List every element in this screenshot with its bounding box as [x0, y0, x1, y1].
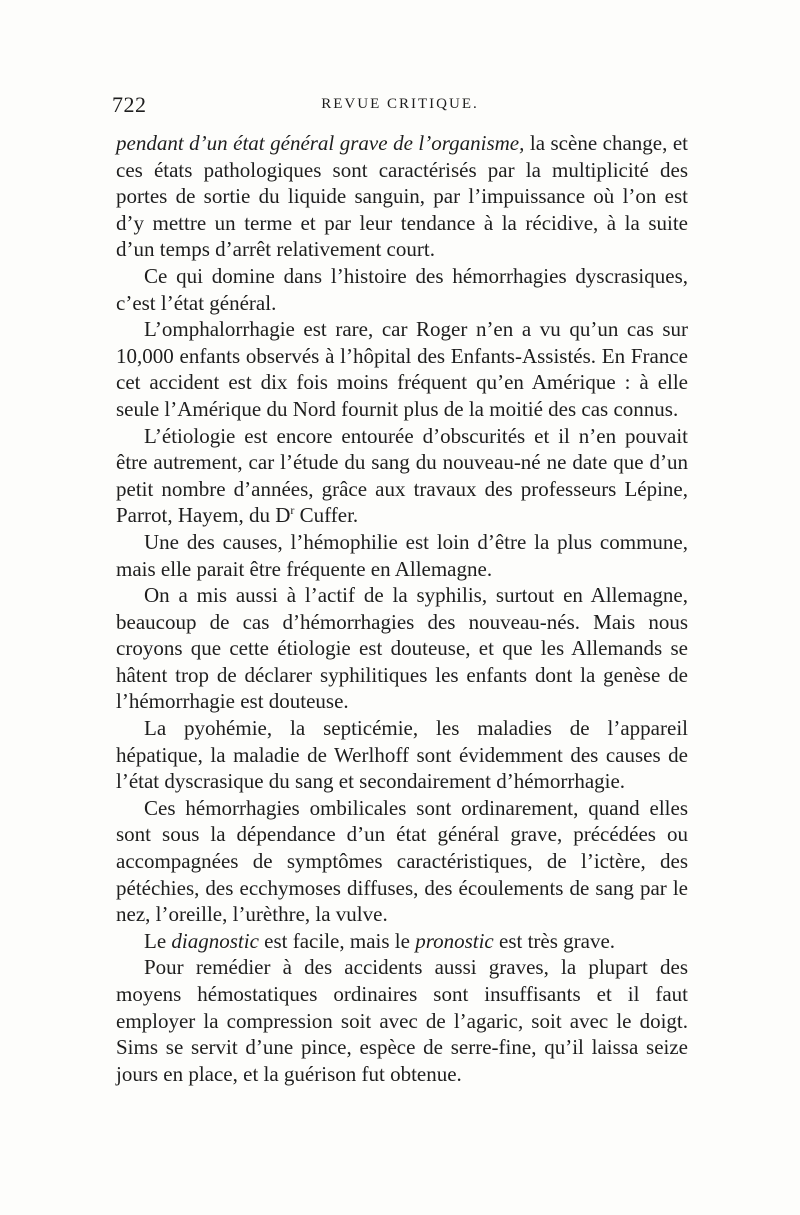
- paragraph-7: La pyohémie, la septicémie, les maladies de l’appareil hépatique, la maladie de Werlhoff sont évidemment des causes de l’état dyscrasique du sang et secondairement d’hémorrhagie.: [116, 716, 688, 794]
- paragraph-9-part1: Le: [144, 928, 172, 953]
- paragraph-2: Ce qui domine dans l’histoire des hémorrhagies dyscrasiques, c’est l’état général.: [116, 263, 688, 315]
- paragraph-3: L’omphalorrhagie est rare, car Roger n’en a vu qu’un cas sur 10,000 enfants observés à l’hôpital des Enfants-Assistés. En France cet accident est dix fois moins fréquent qu’en Amérique : à elle seule l’Amérique du Nord fournit plus de la moitié des cas connus.: [116, 317, 688, 421]
- paragraph-9-part3: est très grave.: [493, 928, 616, 953]
- page-header: [112, 92, 688, 122]
- page-number: 722: [112, 92, 147, 117]
- paragraph-9: [116, 928, 688, 955]
- italic-lead: pendant d’un état général grave de l’organisme,: [116, 131, 525, 155]
- italic-diagnostic: diagnostic: [171, 928, 259, 953]
- paragraph-10: Pour remédier à des accidents aussi graves, la plupart des moyens hémostatiques ordinaires sont insuffisants et il faut employer la compression soit avec de l’agaric, soit avec le doigt. Sims se servit d’une pince, espèce de serre-fine, qu’il laissa seize jours en place, et la guérison fut obtenue.: [116, 955, 688, 1086]
- paragraph-6: On a mis aussi à l’actif de la syphilis, surtout en Allemagne, beaucoup de cas d’hémorrhagies des nouveau-nés. Mais nous croyons que cette étiologie est douteuse, et que les Allemands se hâtent trop de déclarer syphilitiques les enfants dont la genèse de l’hémorrhagie est douteuse.: [116, 583, 688, 714]
- paragraph-1: [116, 130, 688, 263]
- paragraph-8: Ces hémorrhagies ombilicales sont ordinarement, quand elles sont sous la dépendance d’un état général grave, précédées ou accompagnées de symptômes caractéristiques, de l’ictère, des pétéchies, des ecchymoses diffuses, des écoulements de sang par le nez, l’oreille, l’urèthre, la vulve.: [116, 795, 688, 927]
- paragraph-1-text: la scène change, et ces états pathologiques sont caractérisés par la multiplicité des portes de sortie du liquide sanguin, par l’impuissance où l’on est d’y mettre un terme et par leur tendance à la récidive, à la suite d’un temps d’arrêt relativement court.: [116, 131, 688, 262]
- paragraph-5: Une des causes, l’hémophilie est loin d’être la plus commune, mais elle parait être fréquente en Allemagne.: [116, 529, 688, 581]
- paragraph-4-tail: Cuffer.: [294, 503, 359, 528]
- body-text: [116, 130, 688, 1087]
- italic-pronostic: pronostic: [415, 928, 494, 953]
- paragraph-4-text: L’étiologie est encore entourée d’obscurités et il n’en pouvait être autrement, car l’étude du sang du nouveau-né ne date que d’un petit nombre d’années, grâce aux travaux des professeurs Lépine, Parrot, Hayem, du D: [116, 423, 688, 528]
- running-title: REVUE CRITIQUE.: [321, 96, 479, 112]
- paragraph-9-part2: est facile, mais le: [258, 928, 416, 953]
- paragraph-4: [116, 423, 688, 529]
- superscript-r: r: [290, 503, 295, 518]
